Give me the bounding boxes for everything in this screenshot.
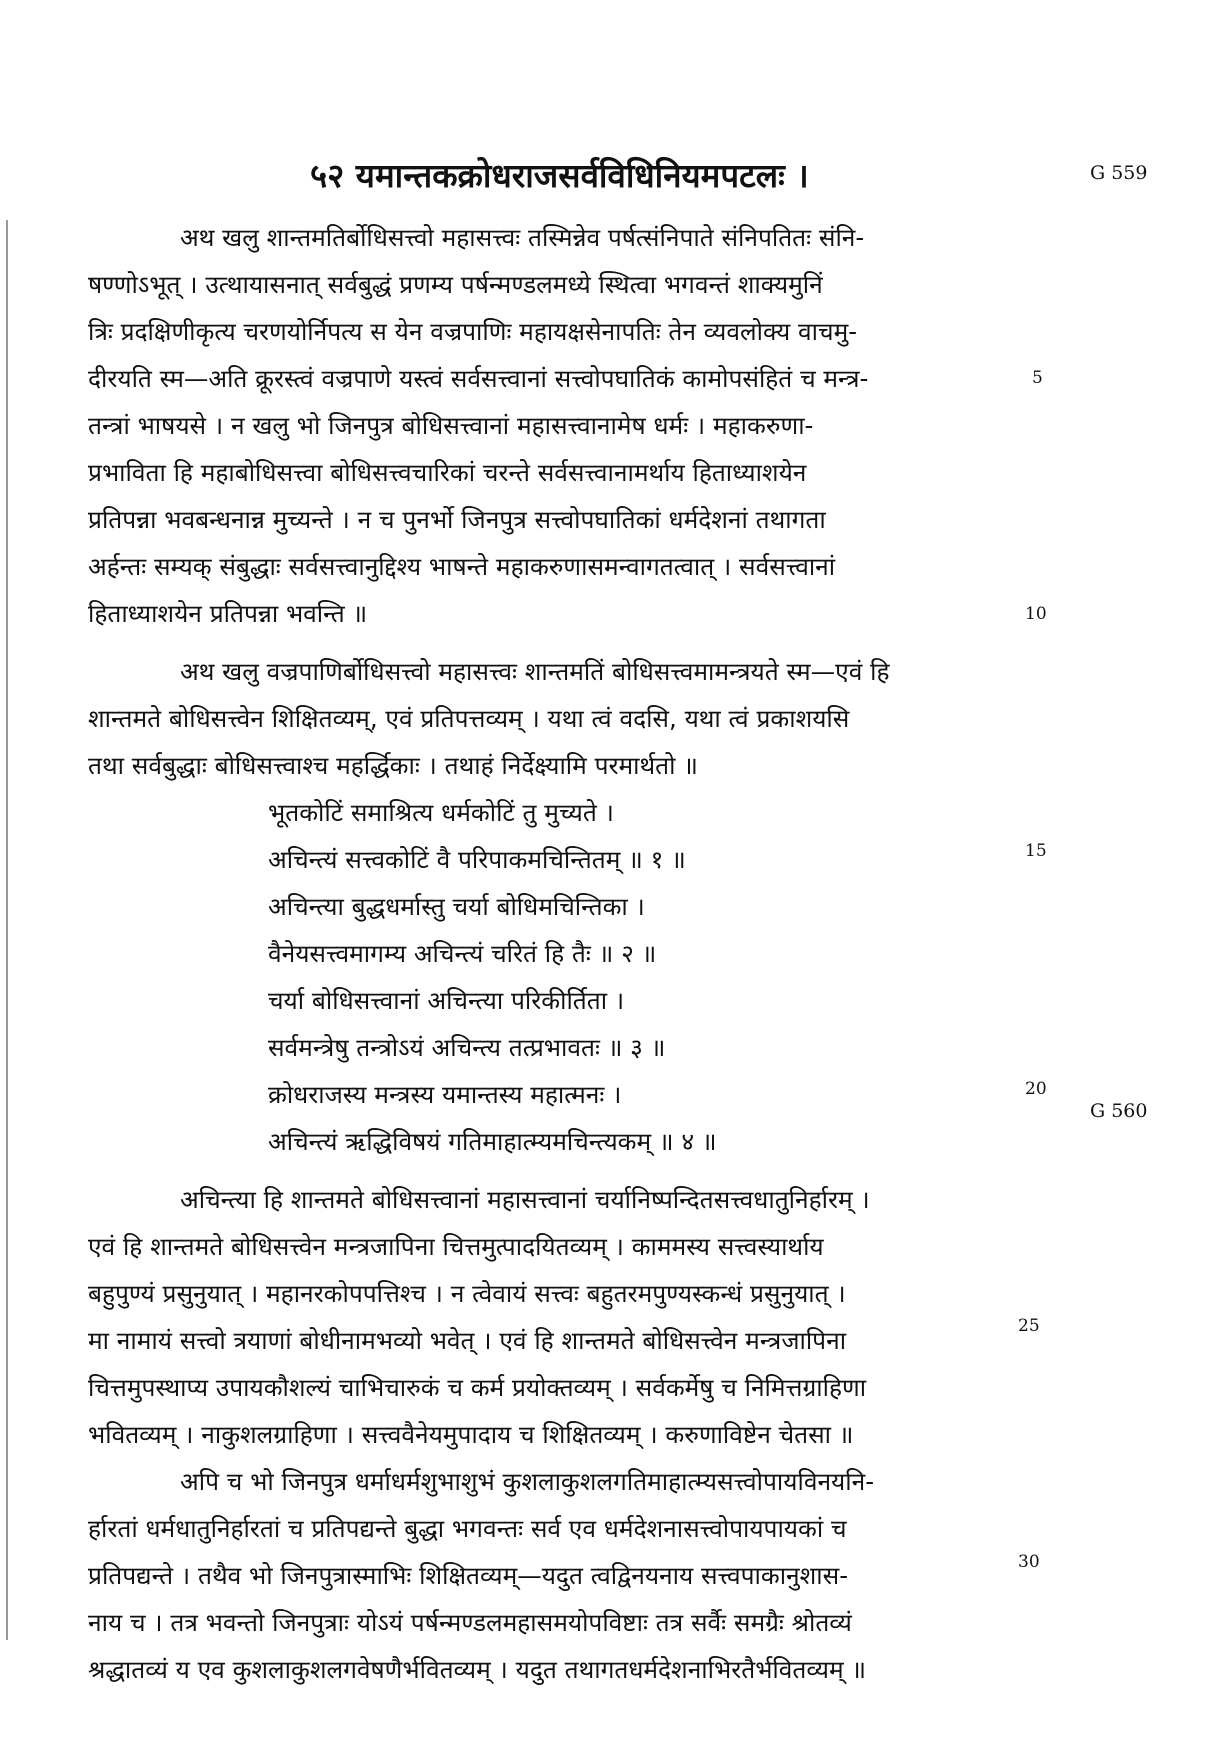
page-ref-g559: G 559 — [1090, 162, 1148, 184]
text-line: अचिन्त्या हि शान्तमते बोधिसत्त्वानां महासत्त्वानां चर्यानिष्पन्दितसत्त्वधातुनिर्हारम् । — [180, 1185, 870, 1214]
text-line: भवितव्यम् । नाकुशलग्राहिणा । सत्त्ववैनेयमुपादाय च शिक्षितव्यम् । करुणाविष्टेन चेतसा ॥ — [88, 1420, 854, 1449]
line-number: 20 — [1025, 1079, 1047, 1099]
verse-line: भूतकोटिं समाश्रित्य धर्मकोटिं तु मुच्यते । — [268, 798, 614, 827]
text-line: चित्तमुपस्थाप्य उपायकौशल्यं चाभिचारुकं च कर्म प्रयोक्तव्यम् । सर्वकर्मेषु च निमित्तग्राहिणा — [88, 1373, 867, 1402]
text-line: दीरयति स्म—अति क्रूरस्त्वं वज्रपाणे यस्त्वं सर्वसत्त्वानां सत्त्वोपघातिकं कामोपसंहितं च मन्त्र- — [88, 364, 869, 393]
verse-line: अचिन्त्यं सत्त्वकोटिं वै परिपाकमचिन्तितम् ॥ १ ॥ — [268, 845, 686, 874]
line-number: 25 — [1018, 1316, 1040, 1336]
text-line: एवं हि शान्तमते बोधिसत्त्वेन मन्त्रजापिना चित्तमुत्पादयितव्यम् । काममस्य सत्त्वस्यार्थाय — [88, 1232, 824, 1261]
text-line: त्रिः प्रदक्षिणीकृत्य चरणयोर्निपत्य स येन वज्रपाणिः महायक्षसेनापतिः तेन व्यवलोक्य वाचमु- — [88, 317, 858, 346]
text-line: नाय च । तत्र भवन्तो जिनपुत्राः योऽयं पर्षन्मण्डलमहासमयोपविष्टाः तत्र सर्वैः समग्रैः श्रोतव्यं — [88, 1608, 852, 1637]
text-line: र्हारतां धर्मधातुनिर्हारतां च प्रतिपद्यन्ते बुद्धा भगवन्तः सर्व एव धर्मदेशनासत्त्वोपायपायकां च — [88, 1514, 847, 1543]
line-number: 30 — [1018, 1552, 1040, 1572]
line-number: 15 — [1025, 841, 1047, 861]
text-line: तन्त्रां भाषयसे । न खलु भो जिनपुत्र बोधिसत्त्वानां महासत्त्वानामेष धर्मः । महाकरुणा- — [88, 411, 814, 440]
text-line: श्रद्धातव्यं य एव कुशलाकुशलगवेषणैर्भवितव्यम् । यदुत तथागतधर्मदेशनाभिरतैर्भवितव्यम् ॥ — [88, 1655, 867, 1684]
text-line: प्रभाविता हि महाबोधिसत्त्वा बोधिसत्त्वचारिकां चरन्ते सर्वसत्त्वानामर्थाय हिताध्याशयेन — [88, 458, 807, 487]
page-ref-g560: G 560 — [1090, 1100, 1148, 1122]
text-line: प्रतिपद्यन्ते । तथैव भो जिनपुत्रास्माभिः शिक्षितव्यम्—यदुत त्वद्विनयनाय सत्त्वपाकानुशास- — [88, 1561, 849, 1590]
text-line: अपि च भो जिनपुत्र धर्माधर्मशुभाशुभं कुशलाकुशलगतिमाहात्म्यसत्त्वोपायविनयनि- — [180, 1467, 875, 1496]
text-line: हिताध्याशयेन प्रतिपन्ना भवन्ति ॥ — [88, 599, 368, 628]
verse-line: अचिन्त्यं ऋद्धिविषयं गतिमाहात्म्यमचिन्त्यकम् ॥ ४ ॥ — [268, 1127, 717, 1156]
text-line: बहुपुण्यं प्रसुनुयात् । महानरकोपपत्तिश्च । न त्वेवायं सत्त्वः बहुतरमपुण्यस्कन्धं प्रसुनुयात् । — [88, 1279, 846, 1308]
verse-line: चर्या बोधिसत्त्वानां अचिन्त्या परिकीर्तिता । — [268, 986, 625, 1015]
page-edge-rule — [6, 220, 8, 1640]
text-line: अर्हन्तः सम्यक् संबुद्धाः सर्वसत्त्वानुद्दिश्य भाषन्ते महाकरुणासमन्वागतत्वात् । सर्वसत्त्वानां — [88, 552, 836, 581]
text-line: अथ खलु शान्तमतिर्बोधिसत्त्वो महासत्त्वः तस्मिन्नेव पर्षत्संनिपाते संनिपतितः संनि- — [180, 223, 865, 252]
verse-line: सर्वमन्त्रेषु तन्त्रोऽयं अचिन्त्य तत्प्रभावतः ॥ ३ ॥ — [268, 1033, 666, 1062]
text-line: मा नामायं सत्त्वो त्रयाणां बोधीनामभव्यो भवेत् । एवं हि शान्तमते बोधिसत्त्वेन मन्त्रजापिना — [88, 1326, 847, 1355]
verse-line: वैनेयसत्त्वमागम्य अचिन्त्यं चरितं हि तैः ॥ २ ॥ — [268, 939, 657, 968]
chapter-title: ५२ यमान्तकक्रोधराजसर्वविधिनियमपटलः । — [310, 156, 809, 195]
line-number: 5 — [1032, 368, 1043, 388]
text-line: तथा सर्वबुद्धाः बोधिसत्त्वाश्च महर्द्धिकाः । तथाहं निर्देक्ष्यामि परमार्थतो ॥ — [88, 751, 698, 780]
text-line: अथ खलु वज्रपाणिर्बोधिसत्त्वो महासत्त्वः शान्तमतिं बोधिसत्त्वमामन्त्रयते स्म—एवं हि — [180, 657, 890, 686]
text-line: शान्तमते बोधिसत्त्वेन शिक्षितव्यम्, एवं प्रतिपत्तव्यम् । यथा त्वं वदसि, यथा त्वं प्रकाशयसि — [88, 704, 850, 733]
verse-line: क्रोधराजस्य मन्त्रस्य यमान्तस्य महात्मनः । — [268, 1080, 622, 1109]
verse-line: अचिन्त्या बुद्धधर्मास्तु चर्या बोधिमचिन्तिका । — [268, 892, 645, 921]
text-line: षण्णोऽभूत् । उत्थायासनात् सर्वबुद्धं प्रणम्य पर्षन्मण्डलमध्ये स्थित्वा भगवन्तं शाक्यमुनिं — [88, 270, 823, 299]
line-number: 10 — [1025, 604, 1047, 624]
text-line: प्रतिपन्ना भवबन्धनान्न मुच्यन्ते । न च पुनर्भो जिनपुत्र सत्त्वोपघातिकां धर्मदेशनां तथागता — [88, 505, 826, 534]
